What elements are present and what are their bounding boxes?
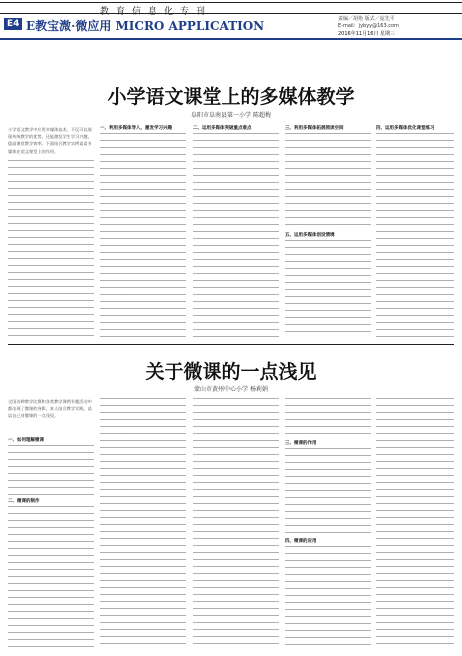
article2-column-3 <box>193 398 279 650</box>
article1-section-4: 四、运用多媒体优化课堂练习 <box>376 126 435 131</box>
article1-column-1 <box>8 160 94 338</box>
issue-date: 2016年11月16日 星期三 <box>338 31 396 37</box>
column-name: E教宝溦·微应用 MICRO APPLICATION <box>26 19 265 33</box>
email: E-mail：jybyy@163.com <box>338 23 399 29</box>
article2-column-4c <box>285 546 371 650</box>
article1-section-5: 五、运用多媒体创设情境 <box>285 233 335 238</box>
article1-column-2 <box>100 133 186 338</box>
masthead: 教育信息化专刊 <box>100 7 213 17</box>
header-rule <box>0 38 462 40</box>
article1-lead: 小学语文教学中应用多媒体技术，不仅可以展现传统教学的优势，还能激发学生学习兴趣，提高课堂教学效率。下面结合教学实例谈谈多媒体在语文课堂上的作用。 <box>8 127 92 154</box>
top-rule <box>0 2 462 3</box>
article1-section-3: 三、利用多媒体拓展阅读空间 <box>285 126 344 131</box>
article1-section-2: 二、运用多媒体突破重点难点 <box>193 126 252 131</box>
article1-column-4 <box>285 133 371 228</box>
article2-column-4b <box>285 448 371 534</box>
article2-section-1: 一、如何理解微课 <box>8 438 44 443</box>
article2-byline: 蒙山市黄州中心小学 杨莉娟 <box>194 386 268 393</box>
article1-section-1: 一、利用多媒体导入，激发学习兴趣 <box>100 126 172 131</box>
article2-column-1 <box>8 445 94 495</box>
article2-section-4: 四、微课的应用 <box>285 539 317 544</box>
article1-column-3 <box>193 133 279 338</box>
article2-column-4 <box>285 398 371 436</box>
editor-credit: 责编／胡艳 版式／庞先平 <box>338 16 395 22</box>
article1-title: 小学语文课堂上的多媒体教学 <box>107 86 355 108</box>
article2-title: 关于微课的一点浅见 <box>145 361 317 383</box>
article2-column-5 <box>376 398 454 650</box>
article2-section-2: 二、微课的制作 <box>8 499 40 504</box>
edition-badge: E4 <box>4 18 22 30</box>
article1-byline: 阜阳市阜南县第一小学 陈超梅 <box>191 112 271 119</box>
masthead-rule <box>0 13 462 14</box>
article-divider <box>8 344 454 345</box>
article2-column-1b <box>8 506 94 650</box>
article2-lead: 全国各种教学比赛和各类教学课例专题活动中都出现了微课的身影。本人结合教学实践，谈谈自己对微课的一点浅见。 <box>8 399 92 419</box>
article1-column-4b <box>285 240 371 338</box>
article1-column-5 <box>376 133 454 338</box>
article2-column-2 <box>100 398 186 650</box>
article2-section-3: 三、微课的作用 <box>285 441 317 446</box>
